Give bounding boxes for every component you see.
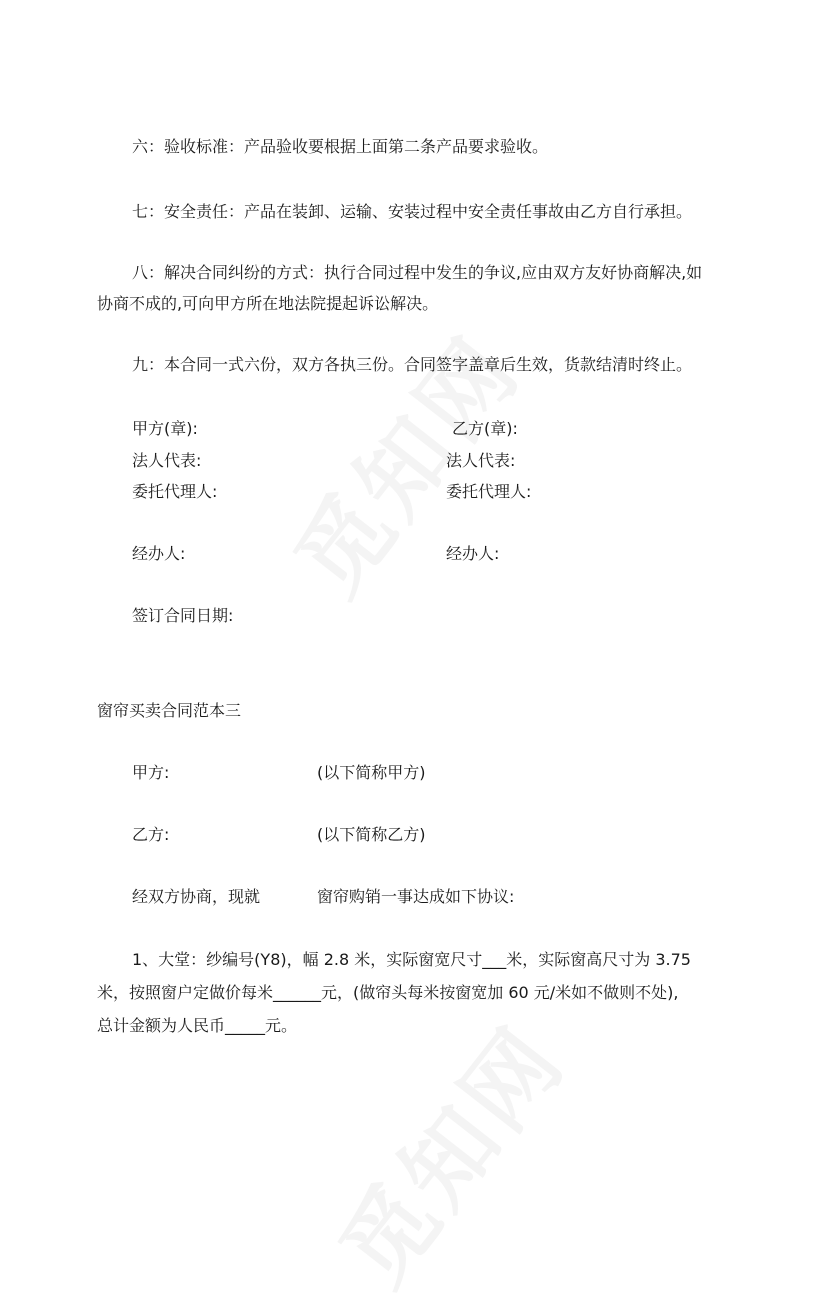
clause-nine: 九：本合同一式六份，双方各执三份。合同签字盖章后生效，货款结清时终止。 bbox=[132, 355, 693, 374]
party-b-label: 乙方: bbox=[132, 825, 170, 844]
item1-line-2: 米，按照窗户定做价每米______元，(做帘头每米按窗宽加 60 元/米如不做则不处), bbox=[97, 983, 679, 1002]
agent-a: 委托代理人: bbox=[132, 482, 218, 501]
agreement-lead: 经双方协商，现就 bbox=[132, 887, 261, 906]
sign-date: 签订合同日期: bbox=[132, 606, 234, 625]
clause-six: 六：验收标准：产品验收要根据上面第二条产品要求验收。 bbox=[132, 137, 549, 156]
section-title: 窗帘买卖合同范本三 bbox=[97, 701, 242, 720]
party-a-note: (以下简称甲方) bbox=[317, 763, 426, 782]
clause-seven: 七：安全责任：产品在装卸、运输、安装过程中安全责任事故由乙方自行承担。 bbox=[132, 202, 693, 221]
agreement-rest: 窗帘购销一事达成如下协议: bbox=[317, 887, 515, 906]
handler-b: 经办人: bbox=[446, 544, 500, 563]
handler-a: 经办人: bbox=[132, 544, 186, 563]
clause-eight-line-2: 协商不成的,可向甲方所在地法院提起诉讼解决。 bbox=[97, 294, 439, 313]
party-a-label: 甲方: bbox=[132, 763, 170, 782]
party-a-seal: 甲方(章): bbox=[132, 419, 198, 438]
agent-b: 委托代理人: bbox=[446, 482, 532, 501]
legal-rep-b: 法人代表: bbox=[446, 451, 516, 470]
legal-rep-a: 法人代表: bbox=[132, 451, 202, 470]
item1-line-3: 总计金额为人民币_____元。 bbox=[97, 1016, 298, 1035]
clause-eight-line-1: 八：解决合同纠纷的方式：执行合同过程中发生的争议,应由双方友好协商解决,如 bbox=[132, 263, 703, 282]
party-b-note: (以下简称乙方) bbox=[317, 825, 426, 844]
watermark-text-lower bbox=[304, 995, 589, 1307]
party-b-seal: 乙方(章): bbox=[452, 419, 518, 438]
item1-line-1: 1、大堂：纱编号(Y8)，幅 2.8 米，实际窗宽尺寸___米，实际窗高尺寸为 3.75 bbox=[132, 950, 691, 969]
